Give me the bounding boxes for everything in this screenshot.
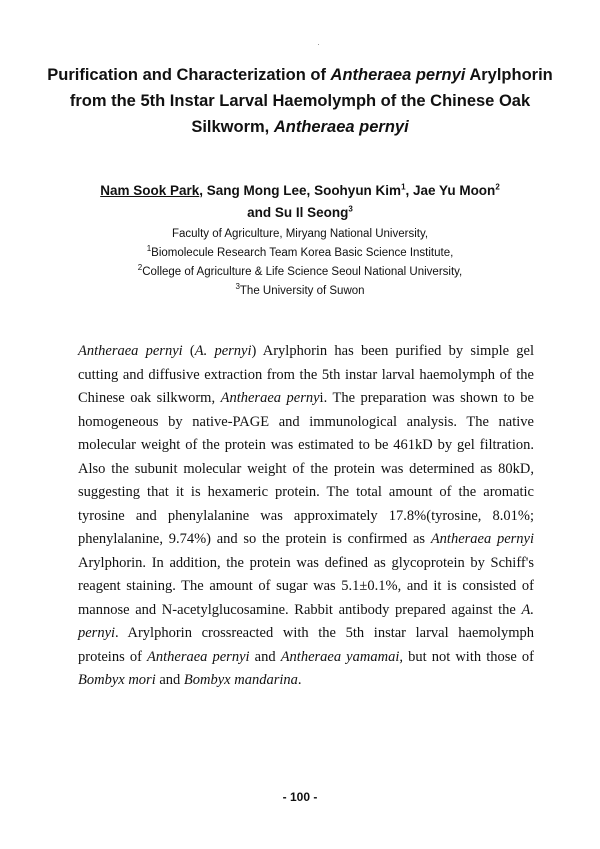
author-name: Jae Yu Moon: [413, 183, 496, 198]
title-text: Arylphorin from the 5th Instar Larval Haemolymph of the Chinese Oak Silkworm,: [69, 66, 553, 136]
abstract-text: but not with those of: [402, 648, 535, 665]
species-name: Bombyx mori: [78, 672, 156, 688]
author-name: Su Il Seong: [274, 205, 349, 220]
title-species: Antheraea pernyi: [273, 118, 409, 136]
author-separator: ,: [306, 183, 315, 198]
author-affiliation-mark: 3: [348, 204, 353, 214]
abstract-paragraph: [78, 340, 534, 693]
affiliation: [40, 244, 560, 263]
affiliation: [40, 225, 560, 244]
author-separator: ,: [405, 183, 414, 198]
abstract-text: (: [182, 343, 195, 359]
abstract-text: and: [249, 648, 281, 665]
abstract-text: . Arylphorin crossreacted with the 5th instar larval haemolymph proteins of: [78, 625, 534, 665]
affiliation-text: Biomolecule Research Team Korea Basic Science Institute,: [151, 247, 454, 259]
abstract-text: ) Arylphorin has been purified by simple gel cutting and diffusive extraction from the 5th instar larval haemolymph of the Chinese oak silkworm,: [78, 343, 534, 406]
author-name: Soohyun Kim: [314, 183, 402, 198]
speck-mark: [318, 44, 319, 45]
title-species: Antheraea pernyi: [330, 66, 466, 84]
affiliation-list: [40, 225, 560, 301]
species-name: Antheraea pernyi: [430, 531, 534, 547]
author-separator: ,: [199, 183, 207, 198]
affiliation: [40, 282, 560, 301]
author-name: Sang Mong Lee: [206, 183, 307, 198]
page-number: - 100 -: [282, 790, 318, 804]
author-list: [40, 180, 560, 224]
abstract-text: i. The preparation was shown to be homogeneous by native-PAGE and immunological analysis. The native molecular weight of the protein was estimated to be 461kD by gel filtration. Also the subunit molecular weight of the protein was determined as 80kD, suggesting that it is hexameric protein. The total amount of the aromatic tyrosine and phenylalanine was approximately 17.8%(tyrosine, 8.01%; phenylalanine, 9.74%) and so the protein is confirmed as: [78, 390, 534, 547]
author-affiliation-mark: 1: [401, 182, 406, 192]
abstract-text: and: [155, 672, 184, 688]
species-name: A. pernyi: [78, 601, 534, 641]
author-affiliation-mark: 2: [495, 182, 500, 192]
species-name: A. pernyi: [194, 343, 252, 359]
affiliation-text: The University of Suwon: [239, 285, 365, 297]
affiliation: [40, 263, 560, 282]
species-name: Antheraea pernyi: [147, 648, 250, 665]
affiliation-mark: 1: [146, 244, 152, 254]
paper-title: [40, 62, 560, 140]
species-name: Antheraea pernyi: [78, 343, 183, 359]
affiliation-mark: 3: [235, 282, 240, 292]
species-name: Bombyx mandarina: [183, 672, 298, 688]
affiliation-mark: 2: [137, 263, 143, 273]
abstract-text: .: [297, 672, 302, 688]
affiliation-text: Faculty of Agriculture, Miryang National University,: [171, 228, 429, 240]
author-separator: and: [247, 205, 275, 220]
species-name: Antheraea perny: [220, 390, 320, 406]
species-name: Antheraea yamamai,: [280, 648, 403, 665]
affiliation-text: College of Agriculture & Life Science Seoul National University,: [142, 266, 463, 278]
title-text: Purification and Characterization of: [47, 66, 331, 84]
author-name: Nam Sook Park: [100, 183, 200, 198]
abstract-text: Arylphorin. In addition, the protein was defined as glycoprotein by Schiff's reagent staining. The amount of sugar was 5.1±0.1%, and it is consisted of mannose and N-acetylglucosamine. Rabbit antibody prepared against the: [78, 554, 534, 618]
